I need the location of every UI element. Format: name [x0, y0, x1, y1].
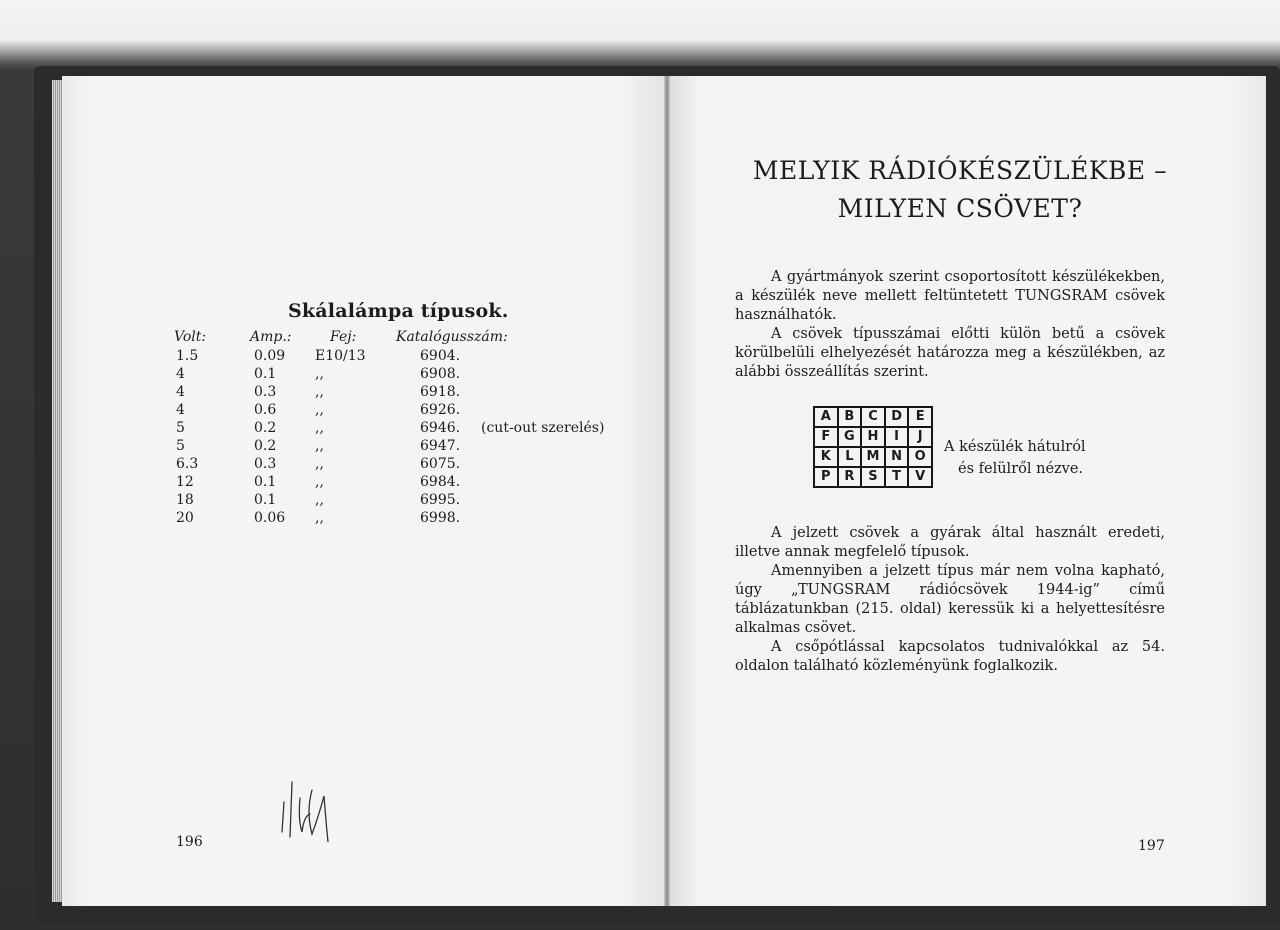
- table-title: Skálalámpa típusok.: [288, 300, 509, 322]
- grid-caption: [944, 436, 1086, 480]
- cell-catalog: 6947.: [420, 438, 461, 454]
- cell-amp: 0.1: [254, 366, 277, 382]
- cell-fej: ,,: [315, 456, 324, 472]
- cell-catalog: 6995.: [420, 492, 461, 508]
- heading-line-2: MILYEN CSÖVET?: [837, 194, 1083, 223]
- grid-caption-line-1: A készülék hátulról: [944, 439, 1086, 455]
- body-paragraph-2: Amennyiben a jelzett típus már nem volna kapható, úgy „TUNGSRAM rádiócsövek 1944-ig” című táblázatunkban (215. oldal) keressük ki a helyettesítésre alkalmas csövet.: [735, 563, 1165, 636]
- cell-volt: 4: [176, 402, 185, 418]
- cell-amp: 0.2: [254, 438, 277, 454]
- grid-letter: S: [862, 468, 884, 486]
- cell-amp: 0.09: [254, 348, 286, 364]
- grid-letter: J: [909, 428, 931, 446]
- cell-amp: 0.3: [254, 384, 277, 400]
- cell-volt: 5: [176, 438, 185, 454]
- position-grid: [813, 406, 933, 488]
- cell-fej: ,,: [315, 438, 324, 454]
- body-text: [735, 524, 1165, 676]
- cell-catalog: 6904.: [420, 348, 461, 364]
- grid-letter: O: [909, 448, 931, 466]
- intro-paragraph-2: A csövek típusszámai előtti külön betű a csövek körülbelüli elhelyezését határozza meg a készülékben, az alábbi összeállítás szerint.: [735, 326, 1165, 380]
- header-amp: Amp.:: [250, 329, 292, 345]
- cell-amp: 0.2: [254, 420, 277, 436]
- cell-volt: 4: [176, 384, 185, 400]
- page-number-left: 196: [176, 834, 203, 850]
- cell-fej: ,,: [315, 420, 324, 436]
- cell-volt: 20: [176, 510, 194, 526]
- grid-letter: F: [815, 428, 837, 446]
- grid-letter: I: [886, 428, 908, 446]
- grid-letter: A: [815, 408, 837, 426]
- cell-amp: 0.1: [254, 492, 277, 508]
- left-page: [62, 76, 666, 906]
- grid-letter: H: [862, 428, 884, 446]
- heading-line-1: MELYIK RÁDIÓKÉSZÜLÉKBE –: [752, 156, 1168, 185]
- cell-volt: 4: [176, 366, 185, 382]
- page-number-right: 197: [1138, 838, 1165, 854]
- cell-fej: ,,: [315, 510, 324, 526]
- grid-letter: L: [839, 448, 861, 466]
- book-gutter: [664, 76, 670, 906]
- grid-letter: R: [839, 468, 861, 486]
- header-catalog: Katalógusszám:: [396, 329, 508, 345]
- cell-catalog: 6926.: [420, 402, 461, 418]
- header-volt: Volt:: [174, 329, 207, 345]
- cell-fej: ,,: [315, 492, 324, 508]
- cell-fej: ,,: [315, 366, 324, 382]
- cell-catalog: 6908.: [420, 366, 461, 382]
- grid-letter: M: [862, 448, 884, 466]
- cell-amp: 0.6: [254, 402, 277, 418]
- page-edges: [52, 80, 62, 902]
- grid-letter: B: [839, 408, 861, 426]
- cell-catalog: 6998.: [420, 510, 461, 526]
- grid-letter: T: [886, 468, 908, 486]
- grid-letter: V: [909, 468, 931, 486]
- body-paragraph-3: A csőpótlással kapcsolatos tudnivalókkal az 54. oldalon található közleményünk foglalkozik.: [735, 639, 1165, 674]
- cell-fej: E10/13: [315, 348, 366, 364]
- cell-volt: 1.5: [176, 348, 199, 364]
- grid-letter: P: [815, 468, 837, 486]
- cell-amp: 0.06: [254, 510, 286, 526]
- header-fej: Fej:: [330, 329, 357, 345]
- grid-letter: C: [862, 408, 884, 426]
- cell-amp: 0.3: [254, 456, 277, 472]
- cell-catalog: 6075.: [420, 456, 461, 472]
- cell-fej: ,,: [315, 402, 324, 418]
- cell-volt: 12: [176, 474, 194, 490]
- cell-note: (cut-out szerelés): [481, 420, 605, 436]
- grid-letter: G: [839, 428, 861, 446]
- cell-catalog: 6946.: [420, 420, 461, 436]
- cell-amp: 0.1: [254, 474, 277, 490]
- page-heading: [720, 152, 1200, 228]
- grid-letter: D: [886, 408, 908, 426]
- grid-caption-line-2: és felülről nézve.: [958, 461, 1084, 477]
- cell-catalog: 6984.: [420, 474, 461, 490]
- intro-paragraph-1: A gyártmányok szerint csoportosított készülékekben, a készülék neve mellett feltüntetett TUNGSRAM csövek használhatók.: [735, 269, 1165, 323]
- body-paragraph-1: A jelzett csövek a gyárak által használt eredeti, illetve annak megfelelő típusok.: [735, 525, 1165, 560]
- cell-volt: 18: [176, 492, 194, 508]
- grid-letter: K: [815, 448, 837, 466]
- cell-fej: ,,: [315, 384, 324, 400]
- handwritten-signature: [278, 762, 338, 842]
- cell-fej: ,,: [315, 474, 324, 490]
- intro-text: [735, 268, 1165, 382]
- grid-letter: E: [909, 408, 931, 426]
- cell-volt: 5: [176, 420, 185, 436]
- grid-letter: N: [886, 448, 908, 466]
- cell-catalog: 6918.: [420, 384, 461, 400]
- cell-volt: 6.3: [176, 456, 199, 472]
